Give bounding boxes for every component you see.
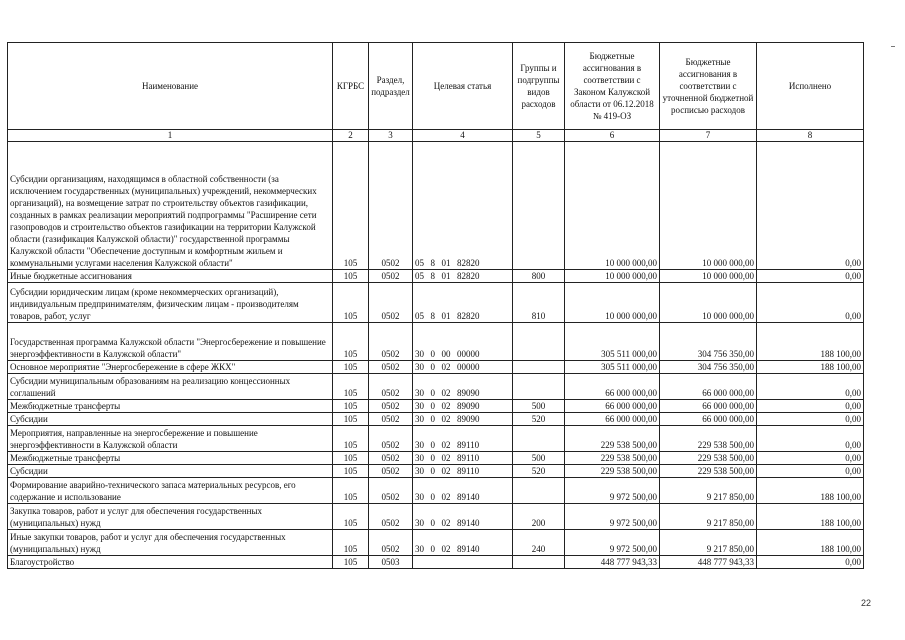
row-revised-amount: 66 000 000,00 xyxy=(660,374,757,400)
row-target: 30 0 00 00000 xyxy=(413,323,513,361)
row-executed-amount: 0,00 xyxy=(757,413,864,426)
row-name: Мероприятия, направленные на энергосбережение и повышение энергоэффективности в Калужской области xyxy=(8,426,333,452)
row-executed-amount: 0,00 xyxy=(757,400,864,413)
row-section: 0502 xyxy=(369,478,413,504)
row-name: Субсидии юридическим лицам (кроме некоммерческих организаций), индивидуальным предпринимателям, физическим лицам - производителям товаров, работ, услуг xyxy=(8,283,333,323)
row-kgrbs: 105 xyxy=(333,478,369,504)
row-group: 240 xyxy=(513,530,565,556)
table-row xyxy=(8,426,864,452)
column-number: 6 xyxy=(565,130,660,142)
row-section: 0502 xyxy=(369,283,413,323)
column-number: 4 xyxy=(413,130,513,142)
row-law-amount: 9 972 500,00 xyxy=(565,478,660,504)
row-section: 0502 xyxy=(369,361,413,374)
row-group: 800 xyxy=(513,270,565,283)
row-name: Формирование аварийно-технического запаса материальных ресурсов, его содержание и использование xyxy=(8,478,333,504)
row-executed-amount: 0,00 xyxy=(757,426,864,452)
row-revised-amount: 10 000 000,00 xyxy=(660,270,757,283)
row-law-amount: 9 972 500,00 xyxy=(565,504,660,530)
table-row xyxy=(8,465,864,478)
row-law-amount: 66 000 000,00 xyxy=(565,374,660,400)
row-target: 05 8 01 82820 xyxy=(413,142,513,270)
table-row xyxy=(8,142,864,270)
row-executed-amount: 0,00 xyxy=(757,283,864,323)
row-group: 520 xyxy=(513,413,565,426)
table-body xyxy=(8,142,864,569)
row-law-amount: 305 511 000,00 xyxy=(565,323,660,361)
row-kgrbs: 105 xyxy=(333,361,369,374)
row-kgrbs: 105 xyxy=(333,465,369,478)
row-revised-amount: 9 217 850,00 xyxy=(660,504,757,530)
table-row xyxy=(8,283,864,323)
header-section: Раздел, подраздел xyxy=(369,43,413,130)
row-section: 0502 xyxy=(369,270,413,283)
column-number: 2 xyxy=(333,130,369,142)
table-row xyxy=(8,400,864,413)
row-law-amount: 9 972 500,00 xyxy=(565,530,660,556)
row-group xyxy=(513,361,565,374)
row-kgrbs: 105 xyxy=(333,270,369,283)
row-law-amount: 448 777 943,33 xyxy=(565,556,660,569)
column-number: 5 xyxy=(513,130,565,142)
row-kgrbs: 105 xyxy=(333,374,369,400)
row-section: 0502 xyxy=(369,142,413,270)
row-target: 30 0 02 89140 xyxy=(413,478,513,504)
row-revised-amount: 9 217 850,00 xyxy=(660,478,757,504)
header-expense-group: Группы и подгруппы видов расходов xyxy=(513,43,565,130)
row-law-amount: 10 000 000,00 xyxy=(565,270,660,283)
row-group xyxy=(513,426,565,452)
row-law-amount: 10 000 000,00 xyxy=(565,283,660,323)
row-executed-amount: 0,00 xyxy=(757,374,864,400)
row-name: Субсидии xyxy=(8,413,333,426)
row-section: 0503 xyxy=(369,556,413,569)
row-law-amount: 66 000 000,00 xyxy=(565,400,660,413)
row-section: 0502 xyxy=(369,530,413,556)
row-group: 200 xyxy=(513,504,565,530)
row-revised-amount: 229 538 500,00 xyxy=(660,465,757,478)
table-row xyxy=(8,361,864,374)
row-revised-amount: 304 756 350,00 xyxy=(660,361,757,374)
column-number: 3 xyxy=(369,130,413,142)
column-number: 7 xyxy=(660,130,757,142)
row-name: Закупка товаров, работ и услуг для обеспечения государственных (муниципальных) нужд xyxy=(8,504,333,530)
column-number: 8 xyxy=(757,130,864,142)
column-number-row xyxy=(8,130,864,142)
budget-execution-table xyxy=(7,42,864,569)
row-name: Государственная программа Калужской области "Энергосбережение и повышение энергоэффективности в Калужской области" xyxy=(8,323,333,361)
row-target: 30 0 02 89090 xyxy=(413,374,513,400)
row-law-amount: 229 538 500,00 xyxy=(565,465,660,478)
row-law-amount: 305 511 000,00 xyxy=(565,361,660,374)
row-kgrbs: 105 xyxy=(333,452,369,465)
row-target: 05 8 01 82820 xyxy=(413,270,513,283)
row-section: 0502 xyxy=(369,452,413,465)
row-executed-amount: 188 100,00 xyxy=(757,323,864,361)
row-section: 0502 xyxy=(369,400,413,413)
row-revised-amount: 10 000 000,00 xyxy=(660,142,757,270)
row-section: 0502 xyxy=(369,413,413,426)
row-section: 0502 xyxy=(369,323,413,361)
row-executed-amount: 188 100,00 xyxy=(757,478,864,504)
row-revised-amount: 66 000 000,00 xyxy=(660,413,757,426)
row-law-amount: 66 000 000,00 xyxy=(565,413,660,426)
row-kgrbs: 105 xyxy=(333,426,369,452)
row-law-amount: 229 538 500,00 xyxy=(565,426,660,452)
row-group: 500 xyxy=(513,400,565,413)
row-name: Иные бюджетные ассигнования xyxy=(8,270,333,283)
row-name: Субсидии муниципальным образованиям на реализацию концессионных соглашений xyxy=(8,374,333,400)
row-executed-amount: 188 100,00 xyxy=(757,361,864,374)
row-revised-amount: 448 777 943,33 xyxy=(660,556,757,569)
table-row xyxy=(8,413,864,426)
row-name: Основное мероприятие "Энергосбережение в сфере ЖКХ" xyxy=(8,361,333,374)
row-name: Иные закупки товаров, работ и услуг для обеспечения государственных (муниципальных) нужд xyxy=(8,530,333,556)
row-group: 520 xyxy=(513,465,565,478)
row-revised-amount: 10 000 000,00 xyxy=(660,283,757,323)
row-group xyxy=(513,142,565,270)
table-row xyxy=(8,504,864,530)
row-kgrbs: 105 xyxy=(333,400,369,413)
row-name: Субсидии организациям, находящимся в областной собственности (за исключением государственных (муниципальных) учреждений, некоммерческих организаций), на возмещение затрат по строительству объектов газификации, созданных в рамках реализации мероприятий подпрограммы "Расширение сети газопроводов и строительство объектов газификации на территории Калужской области (газификация Калужской области)" государственной программы Калужской области "Обеспечение доступным и комфортным жильем и коммунальными услугами населения Калужской области" xyxy=(8,142,333,270)
scan-mark xyxy=(891,46,895,47)
row-target: 30 0 02 89140 xyxy=(413,530,513,556)
header-target: Целевая статья xyxy=(413,43,513,130)
row-target: 30 0 02 00000 xyxy=(413,361,513,374)
column-number: 1 xyxy=(8,130,333,142)
row-target: 05 8 01 82820 xyxy=(413,283,513,323)
row-group xyxy=(513,556,565,569)
row-name: Субсидии xyxy=(8,465,333,478)
row-executed-amount: 0,00 xyxy=(757,270,864,283)
row-kgrbs: 105 xyxy=(333,283,369,323)
row-name: Благоустройство xyxy=(8,556,333,569)
table-row xyxy=(8,530,864,556)
row-section: 0502 xyxy=(369,465,413,478)
row-target: 30 0 02 89140 xyxy=(413,504,513,530)
row-law-amount: 10 000 000,00 xyxy=(565,142,660,270)
row-revised-amount: 9 217 850,00 xyxy=(660,530,757,556)
row-name: Межбюджетные трансферты xyxy=(8,452,333,465)
header-revised-allocations: Бюджетные ассигнования в соответствии с уточненной бюджетной росписью расходов xyxy=(660,43,757,130)
row-target: 30 0 02 89110 xyxy=(413,426,513,452)
table-row xyxy=(8,270,864,283)
row-executed-amount: 0,00 xyxy=(757,556,864,569)
row-name: Межбюджетные трансферты xyxy=(8,400,333,413)
row-executed-amount: 0,00 xyxy=(757,142,864,270)
row-kgrbs: 105 xyxy=(333,556,369,569)
table-row xyxy=(8,556,864,569)
row-executed-amount: 0,00 xyxy=(757,465,864,478)
row-executed-amount: 188 100,00 xyxy=(757,504,864,530)
table-row xyxy=(8,323,864,361)
table-row xyxy=(8,452,864,465)
table-row xyxy=(8,374,864,400)
header-row xyxy=(8,43,864,130)
row-group: 810 xyxy=(513,283,565,323)
row-target: 30 0 02 89090 xyxy=(413,413,513,426)
row-executed-amount: 188 100,00 xyxy=(757,530,864,556)
row-executed-amount: 0,00 xyxy=(757,452,864,465)
row-revised-amount: 304 756 350,00 xyxy=(660,323,757,361)
row-section: 0502 xyxy=(369,374,413,400)
row-group xyxy=(513,323,565,361)
row-section: 0502 xyxy=(369,426,413,452)
row-kgrbs: 105 xyxy=(333,504,369,530)
row-kgrbs: 105 xyxy=(333,142,369,270)
row-kgrbs: 105 xyxy=(333,413,369,426)
row-group xyxy=(513,374,565,400)
page-number: 22 xyxy=(860,598,871,608)
row-kgrbs: 105 xyxy=(333,323,369,361)
row-revised-amount: 229 538 500,00 xyxy=(660,452,757,465)
header-law-allocations: Бюджетные ассигнования в соответствии с Законом Калужской области от 06.12.2018 № 419-ОЗ xyxy=(565,43,660,130)
row-group xyxy=(513,478,565,504)
row-revised-amount: 66 000 000,00 xyxy=(660,400,757,413)
row-target: 30 0 02 89110 xyxy=(413,465,513,478)
row-target xyxy=(413,556,513,569)
row-kgrbs: 105 xyxy=(333,530,369,556)
row-section: 0502 xyxy=(369,504,413,530)
table-row xyxy=(8,478,864,504)
row-target: 30 0 02 89110 xyxy=(413,452,513,465)
row-target: 30 0 02 89090 xyxy=(413,400,513,413)
header-name: Наименование xyxy=(8,43,333,130)
row-law-amount: 229 538 500,00 xyxy=(565,452,660,465)
header-kgrbs: КГРБС xyxy=(333,43,369,130)
row-revised-amount: 229 538 500,00 xyxy=(660,426,757,452)
header-executed: Исполнено xyxy=(757,43,864,130)
row-group: 500 xyxy=(513,452,565,465)
